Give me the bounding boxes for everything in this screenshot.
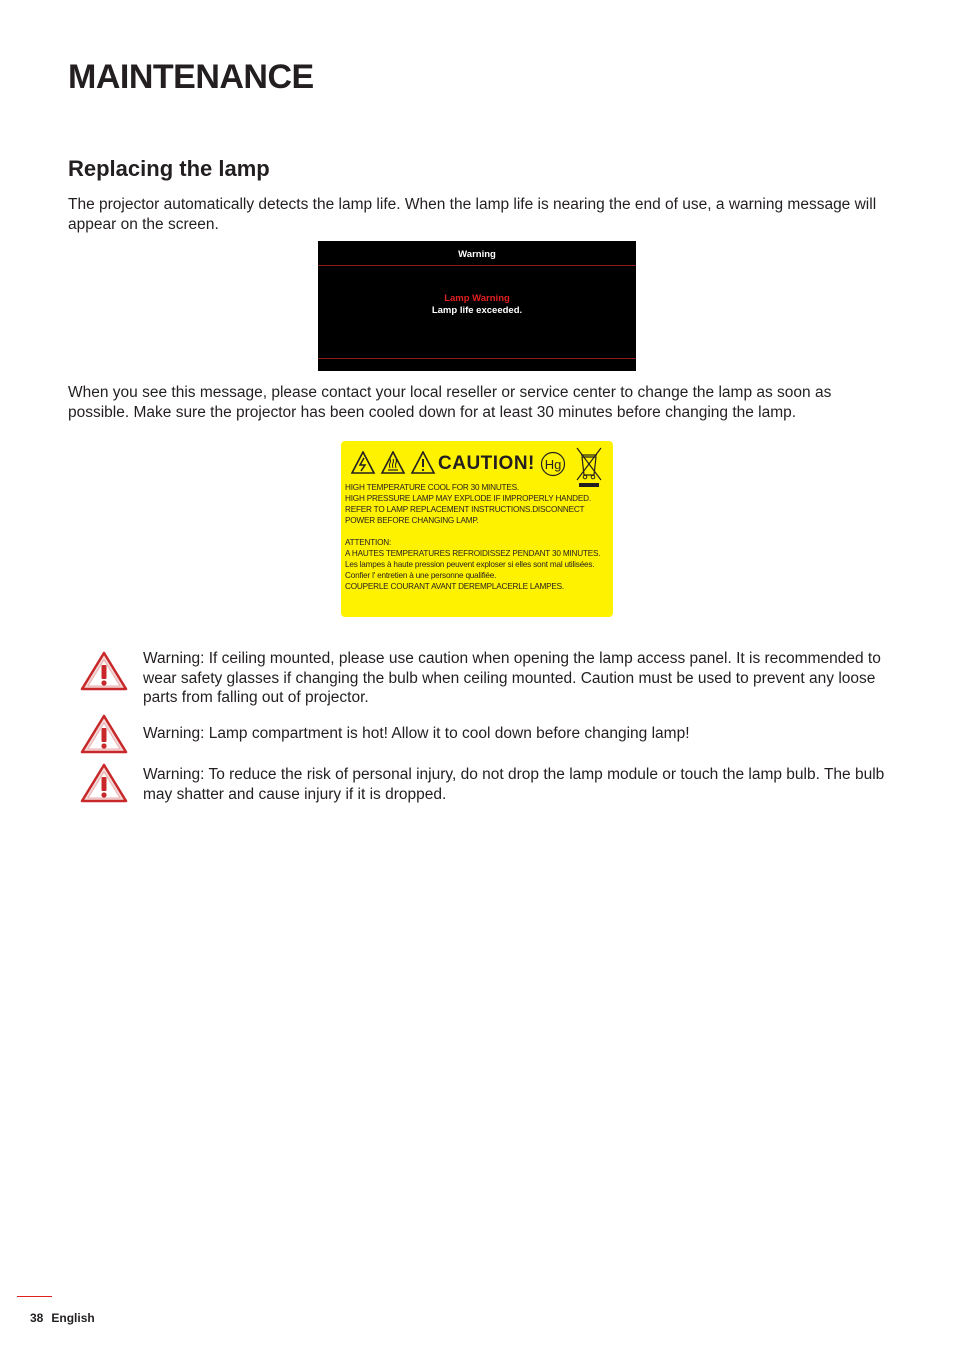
injury-warning: Warning: To reduce the risk of personal injury, do not drop the lamp module or touch the lamp bulb. The bulb may shatter and cause injury if it is dropped. bbox=[143, 766, 885, 803]
caution-label bbox=[341, 441, 613, 617]
page-number: 38 bbox=[30, 1311, 44, 1325]
caution-line: HIGH TEMPERATURE COOL FOR 30 MINUTES. bbox=[345, 483, 519, 492]
osd-divider-top bbox=[318, 265, 636, 266]
warning-icon bbox=[79, 650, 129, 697]
osd-lamp-warning: Lamp Warning bbox=[444, 293, 510, 304]
hot-compartment-warning: Warning: Lamp compartment is hot! Allow it to cool down before changing lamp! bbox=[143, 725, 690, 742]
section-title: Replacing the lamp bbox=[68, 156, 270, 181]
caution-text bbox=[345, 482, 611, 592]
caution-line: HIGH PRESSURE LAMP MAY EXPLODE IF IMPROPERLY HANDED. bbox=[345, 494, 591, 503]
caution-line: A HAUTES TEMPERATURES REFROIDISSEZ PENDANT 30 MINUTES. bbox=[345, 549, 601, 558]
caution-line: ATTENTION: bbox=[345, 538, 392, 547]
warning-icon bbox=[412, 452, 434, 473]
osd-divider-bottom bbox=[318, 358, 636, 359]
caution-line: REFER TO LAMP REPLACEMENT INSTRUCTIONS.DISCONNECT bbox=[345, 505, 585, 514]
footer-language: English bbox=[51, 1311, 95, 1325]
ceiling-mount-warning: Warning: If ceiling mounted, please use caution when opening the lamp access panel. It is recommended to wear safety glasses if changing the bulb when ceiling mounted. Caution must be used to prevent any loose parts from falling out of projector. bbox=[143, 650, 881, 706]
osd-warning-screen bbox=[318, 241, 636, 371]
intro-paragraph: The projector automatically detects the lamp life. When the lamp life is nearing the end of use, a warning message will appear on the screen. bbox=[68, 196, 877, 233]
warning-icon bbox=[79, 762, 129, 809]
footer-accent-line bbox=[17, 1296, 52, 1297]
high-voltage-icon bbox=[352, 452, 374, 473]
osd-message: Lamp life exceeded. bbox=[431, 305, 523, 316]
footer bbox=[30, 1311, 95, 1325]
mercury-icon bbox=[539, 451, 567, 482]
caution-hazard-icons bbox=[351, 451, 437, 480]
page-title: MAINTENANCE bbox=[68, 58, 314, 96]
warning-icon bbox=[79, 713, 129, 760]
caution-line: POWER BEFORE CHANGING LAMP. bbox=[345, 516, 479, 525]
caution-line: Les lampes à haute pression peuvent exploser si elles sont mal utilisées. bbox=[345, 560, 595, 569]
osd-title: Warning bbox=[458, 249, 496, 260]
hg-symbol: Hg bbox=[544, 457, 562, 472]
caution-title: CAUTION! bbox=[438, 453, 535, 474]
caution-line: COUPERLE COURANT AVANT DEREMPLACERLE LAMPES. bbox=[345, 582, 564, 591]
hot-surface-icon bbox=[382, 452, 404, 473]
contact-paragraph: When you see this message, please contact your local reseller or service center to change the lamp as soon as possible. Make sure the projector has been cooled down for at least 30 minutes before changing the lamp. bbox=[68, 384, 832, 421]
caution-line: Confier l' entretien à une personne qualifiée. bbox=[345, 571, 497, 580]
